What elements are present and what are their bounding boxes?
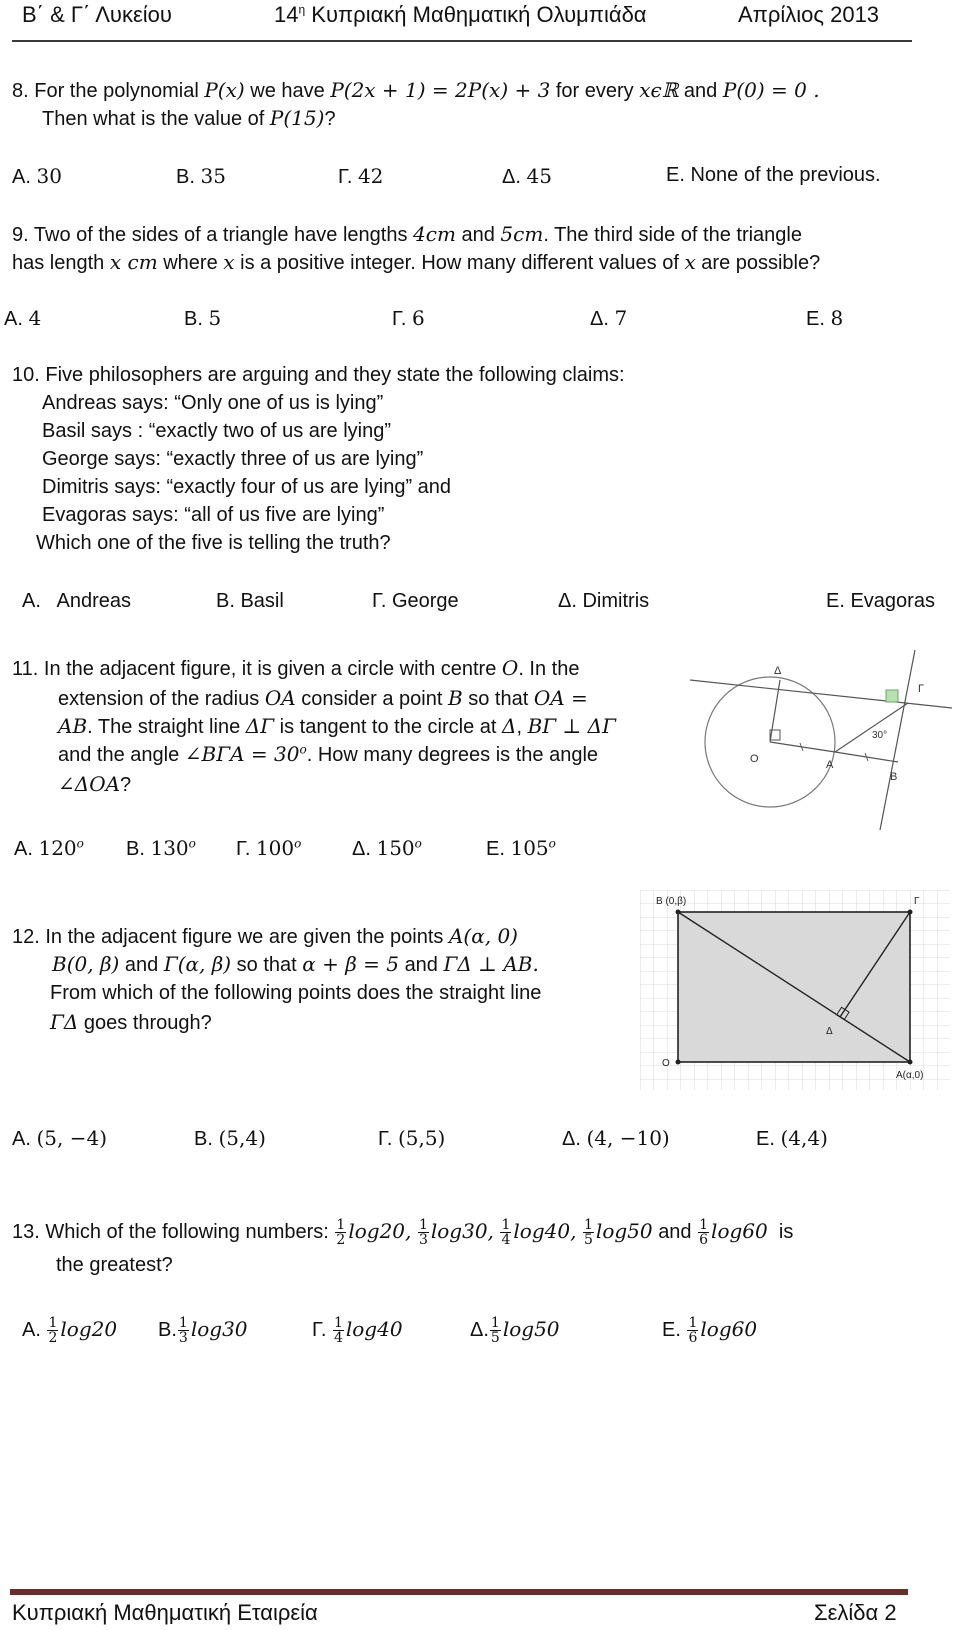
q11-figure [690,650,952,830]
q12-label-gamma: Γ [914,896,920,907]
q9-line2: has length x cm where x is a positive integer. How many different values of x are possible? [12,250,821,274]
q11-label-a: A [826,759,834,771]
q10-option-b[interactable]: B. Basil [216,590,284,612]
header-left: Β΄ & Γ΄ Λυκείου [22,2,172,27]
q10-option-d[interactable]: Δ. Dimitris [558,590,650,612]
q9-option-d[interactable]: Δ. 7 [590,306,628,330]
q8-line2: Then what is the value of P(15)? [42,106,336,130]
q10-claim-1: Andreas says: “Only one of us is lying” [42,392,384,414]
q13-option-e[interactable]: E. $\frac{1}{6}$ log60 [662,1315,758,1346]
q10-claim-4: Dimitris says: “exactly four of us are lying” and [42,476,452,498]
q8-line1: 8. For the polynomial P(x) we have P(2x + 1) = 2P(x) + 3 for every xϵℝ and P(0) = 0 . [12,78,820,102]
q12-option-e[interactable]: E. (4,4) [756,1126,828,1150]
q12-option-b[interactable]: B. (5,4) [194,1126,266,1150]
q11-tangent-line [690,680,952,708]
footer-left: Κυπριακή Μαθηματική Εταιρεία [12,1600,318,1625]
q12-label-delta: Δ [826,1026,833,1037]
q13-line2: the greatest? [56,1254,173,1276]
q10-claim-2: Basil says : “exactly two of us are lying” [42,420,392,442]
q10-option-c[interactable]: Γ. George [372,590,459,612]
q12-figure [640,890,950,1090]
q9-option-e[interactable]: E. 8 [806,306,844,330]
q9-option-b[interactable]: B. 5 [184,306,222,330]
q10-claim-5: Evagoras says: “all of us five are lying” [42,504,385,526]
q11-line1: 11. In the adjacent figure, it is given a circle with centre O. In the [12,656,580,680]
q11-line5: ∠ΔOA? [58,772,132,796]
q11-label-o: O [750,753,759,765]
q12-point-gamma [908,910,913,915]
q11-label-angle: 30° [872,730,888,741]
q11-option-d[interactable]: Δ. 150$^o$ [352,836,422,860]
q10-option-a[interactable]: A. Andreas [22,590,131,612]
q10-claim-3: George says: “exactly three of us are lying” [42,448,424,470]
header-center: $14^\eta$ Κυπριακή Μαθηματική Ολυμπιάδα [274,2,647,27]
q9-option-c[interactable]: Γ. 6 [392,306,425,330]
q13-option-b[interactable]: B. $\frac{1}{3}$ log30 [158,1315,248,1346]
q12-option-d[interactable]: Δ. (4, −10) [562,1126,670,1150]
q12-label-b: B (0,β) [656,896,687,907]
q8-option-d[interactable]: Δ. 45 [502,164,552,188]
footer-divider [10,1589,908,1595]
q13-option-c[interactable]: Γ. $\frac{1}{4}$ log40 [312,1315,403,1346]
page-number: Σελίδα 2 [814,1600,897,1625]
q8-option-c[interactable]: Γ. 42 [338,164,384,188]
q12-label-o: O [662,1058,670,1069]
header-divider [12,40,912,42]
q12-line4: ΓΔ goes through? [50,1010,212,1034]
q11-line2: extension of the radius OA consider a point B so that OA = [58,686,588,710]
q11-line3: AB. The straight line ΔΓ is tangent to the circle at Δ, BΓ ⊥ ΔΓ [58,714,616,738]
q10-line1: 10. Five philosophers are arguing and they state the following claims: [12,364,625,386]
q11-option-c[interactable]: Γ. 100$^o$ [236,836,302,860]
q13-option-a[interactable]: A. $\frac{1}{2}$ log20 [22,1315,118,1346]
q8-option-e[interactable]: E. None of the previous. [666,164,881,186]
q10-option-e[interactable]: E. Evagoras [826,590,935,612]
q12-point-b [676,910,681,915]
q11-line4: and the angle ∠BΓA = $30^o$. How many degrees is the angle [58,742,599,766]
q12-point-a [908,1060,913,1065]
q9-option-a[interactable]: A. 4 [4,306,42,330]
header-right: Απρίλιος 2013 [738,2,880,27]
q12-option-c[interactable]: Γ. (5,5) [378,1126,446,1150]
q10-question: Which one of the five is telling the truth? [36,532,391,554]
q8-option-b[interactable]: B. 35 [176,164,226,188]
q11-option-b[interactable]: B. 130$^o$ [126,836,196,860]
q12-line3: From which of the following points does the straight line [50,982,542,1004]
q11-option-a[interactable]: A. 120$^o$ [14,836,84,860]
q11-label-delta: Δ [774,665,782,677]
q12-point-o [676,1060,681,1065]
q12-line1: 12. In the adjacent figure we are given the points A(α, 0) [12,924,518,948]
q11-right-angle-marker [886,690,898,702]
q11-label-gamma: Γ [918,683,925,695]
q12-option-a[interactable]: A. (5, −4) [12,1126,107,1150]
q13-option-d[interactable]: Δ. $\frac{1}{5}$ log50 [470,1315,560,1346]
q9-line1: 9. Two of the sides of a triangle have lengths 4cm and 5cm. The third side of the triangle [12,222,802,246]
q8-option-a[interactable]: A. 30 [12,164,62,188]
q11-option-e[interactable]: E. 105$^o$ [486,836,556,860]
q13-line1: 13. Which of the following numbers: $\frac{1}{2}$ log20, $\frac{1}{3}$ log30, $\frac{1}{4}$ log40, $\frac{1}{5}$ log50 and $\frac{1}{6}$ log60 is [12,1217,794,1248]
q11-label-b: B [890,771,898,783]
q12-label-a: A(α,0) [896,1070,924,1081]
q12-line2: B(0, β) and Γ(α, β) so that α + β = 5 and ΓΔ ⊥ AB. [52,952,539,976]
